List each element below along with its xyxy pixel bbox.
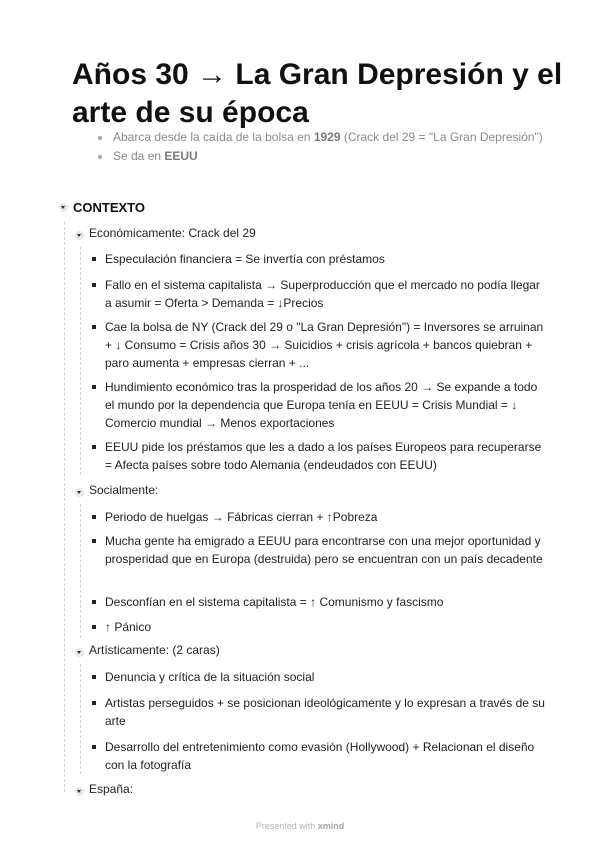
list-item[interactable]: Artistas perseguidos + se posicionan ideológicamente y lo expresan a través de su arte (92, 694, 545, 730)
topic-espana[interactable]: España: (89, 782, 134, 796)
list-item[interactable]: Especulación financiera = Se invertía con préstamos (92, 250, 545, 268)
list-item[interactable]: Desconfían en el sistema capitalista = ↑ Comunismo y fascismo (92, 593, 545, 611)
topic-artistico[interactable]: Artísticamente: (2 caras) (89, 643, 220, 657)
list-item[interactable]: EEUU pide los préstamos que les a dado a los países Europeos para recuperarse = Afecta países sobre todo Alemania (endeudados con EEUU) (92, 438, 545, 474)
note-item: Se da en EEUU (98, 147, 543, 166)
branch-line (80, 504, 81, 638)
collapse-toggle-social[interactable] (75, 488, 84, 497)
collapse-toggle-espana[interactable] (75, 787, 84, 796)
list-item[interactable]: Hundimiento económico tras la prosperidad de los años 20 → Se expande a todo el mundo por la dependencia que Europa tenía en EEUU = Crisis Mundial = ↓ Comercio mundial → Menos exportaciones (92, 378, 545, 432)
list-item[interactable]: Periodo de huelgas → Fábricas cierran + ↑Pobreza (92, 508, 545, 526)
xmind-brand: xmind (317, 821, 345, 831)
list-item[interactable]: Mucha gente ha emigrado a EEUU para encontrarse con una mejor oportunidad y prosperidad que en Europa (destruida) pero se encuentran con un país decadente (92, 532, 545, 568)
collapse-toggle-economico[interactable] (75, 231, 84, 240)
topic-social[interactable]: Socialmente: (89, 483, 159, 497)
branch-line (64, 222, 65, 792)
list-item[interactable]: Denuncia y crítica de la situación social (92, 668, 545, 686)
collapse-toggle-artistico[interactable] (75, 648, 84, 657)
title-line-2: arte de su época (72, 96, 309, 129)
footer-credit: Presented with xmind (255, 821, 345, 831)
title-line-1: Años 30 → La Gran Depresión y el (72, 58, 563, 91)
list-item[interactable]: ↑ Pánico (92, 618, 545, 636)
list-item[interactable]: Cae la bolsa de NY (Crack del 29 o "La Gran Depresión") = Inversores se arruinan + ↓ Consumo = Crisis años 30 → Suicidios + crisis agrícola + bancos quiebran + paro aumenta + empresas cierran + ... (92, 318, 545, 372)
note-item: Abarca desde la caída de la bolsa en 1929 (Crack del 29 = "La Gran Depresión") (98, 128, 543, 147)
topic-economico[interactable]: Económicamente: Crack del 29 (89, 226, 256, 240)
branch-line (80, 247, 81, 475)
collapse-toggle-contexto[interactable] (59, 203, 68, 212)
topic-contexto[interactable]: CONTEXTO (73, 200, 145, 215)
list-item[interactable]: Fallo en el sistema capitalista → Superproducción que el mercado no podía llegar a asumir = Oferta > Demanda = ↓Precios (92, 276, 545, 312)
topic-notes (98, 128, 543, 166)
list-item[interactable]: Desarrollo del entretenimiento como evasión (Hollywood) + Relacionan el diseño con la fotografía (92, 738, 545, 774)
branch-line (80, 664, 81, 774)
page-title (72, 56, 572, 132)
